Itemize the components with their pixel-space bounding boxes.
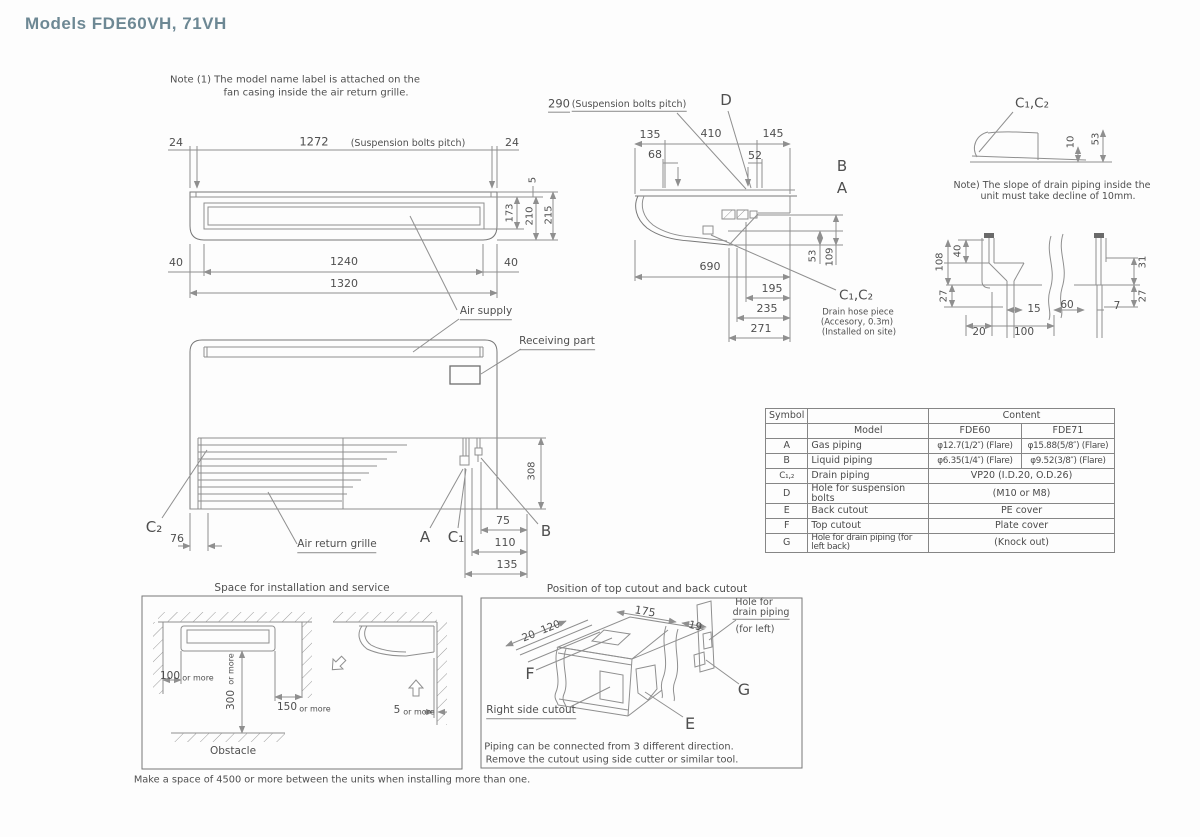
dim-5-suffix: or more [403, 707, 435, 717]
dim-40-bracket: 40 [952, 244, 964, 258]
dim-150-or-more: 150 [276, 701, 298, 714]
dim-210: 210 [524, 206, 536, 226]
label-B: B [836, 156, 848, 175]
table-row: E Back cutout PE cover [766, 504, 1115, 519]
dim-68: 68 [648, 147, 662, 161]
note-slope-1: Note) The slope of drain piping inside the [953, 179, 1151, 191]
dim-300-or-more: 300 [225, 689, 238, 711]
panel-install-title: Space for installation and service [214, 582, 390, 595]
label-right-side-cutout: Right side cutout [486, 705, 576, 719]
label-B-front: B [540, 521, 552, 540]
note-piping-direction: Piping can be connected from 3 different direction. [484, 741, 734, 753]
dim-173: 173 [504, 203, 516, 223]
dim-1272: 1272 [299, 134, 329, 149]
dim-271: 271 [750, 321, 772, 335]
dim-53-detail: 53 [1090, 132, 1102, 146]
dim-40-right: 40 [504, 255, 518, 269]
note-drain-hose-3: (Installed on site) [821, 327, 897, 338]
note-drain-hose-2: (Accesory, 0.3m) [820, 317, 894, 328]
dim-60: 60 [1060, 299, 1074, 312]
table-row: F Top cutout Plate cover [766, 519, 1115, 534]
table-row: B Liquid piping φ6.35(1/4″) (Flare) φ9.52(3/8″) (Flare) [766, 454, 1115, 469]
table-header-symbol: Symbol [766, 409, 808, 424]
dim-290: 290 [548, 96, 570, 111]
dim-308: 308 [526, 461, 538, 481]
dim-410: 410 [700, 126, 722, 140]
dim-24-left: 24 [169, 135, 183, 149]
dim-100-suffix: or more [182, 673, 214, 683]
label-obstacle: Obstacle [209, 745, 257, 758]
dim-1320: 1320 [330, 276, 358, 290]
table-header-fde71: FDE71 [1021, 424, 1114, 439]
dim-100: 100 [1013, 326, 1035, 339]
label-F: F [525, 664, 535, 684]
dim-31: 31 [1137, 255, 1149, 269]
dim-53: 53 [807, 249, 819, 263]
dim-24-right: 24 [505, 135, 519, 149]
table-row: D Hole for suspension bolts (M10 or M8) [766, 484, 1115, 504]
dim-109: 109 [824, 247, 836, 267]
dim-20-cutout: 20 [520, 628, 538, 645]
table-row: A Gas piping φ12.7(1/2″) (Flare) φ15.88(5/8″) (Flare) [766, 439, 1115, 454]
dim-690: 690 [699, 259, 721, 273]
dim-10: 10 [1065, 135, 1077, 149]
dim-7: 7 [1113, 300, 1121, 313]
dim-120: 120 [539, 617, 563, 637]
dim-110: 110 [494, 535, 516, 549]
dim-76: 76 [170, 531, 184, 545]
dim-135: 135 [639, 127, 661, 141]
label-hole-drain-1: Hole for [735, 596, 773, 608]
dim-1272-suffix: (Suspension bolts pitch) [350, 137, 466, 149]
label-C1C2: C₁,C₂ [839, 287, 873, 304]
label-hole-drain-2: drain piping [733, 608, 790, 620]
label-A-front: A [419, 527, 431, 546]
dim-1240: 1240 [330, 254, 358, 268]
front-top-view [168, 146, 558, 352]
label-receiving-part: Receiving part [519, 336, 595, 350]
label-A: A [836, 178, 848, 197]
table-header-model: Model [808, 424, 929, 439]
table-row [766, 409, 1115, 424]
dim-215: 215 [543, 205, 555, 225]
dim-40-left: 40 [169, 255, 183, 269]
label-E: E [684, 714, 696, 734]
dim-290-suffix: (Suspension bolts pitch) [572, 100, 687, 112]
dim-108: 108 [934, 252, 946, 272]
note-drain-hose-1: Drain hose piece [822, 307, 894, 318]
label-air-return-grille: Air return grille [297, 539, 376, 553]
note-model-label-2: fan casing inside the air return grille. [223, 87, 409, 99]
dim-5: 5 [527, 176, 539, 184]
caption-install-spacing: Make a space of 4500 or more between the units when installing more than one. [133, 774, 531, 786]
table-row: C₁,₂ Drain piping VP20 (I.D.20, O.D.26) [766, 469, 1115, 484]
dim-20-bracket: 20 [972, 326, 986, 339]
dim-300-suffix: or more [226, 653, 236, 685]
dim-5-or-more: 5 [393, 704, 401, 717]
table-row: G Hole for drain piping (for left back) (Knock out) [766, 534, 1115, 553]
dim-100-or-more: 100 [159, 670, 181, 683]
dim-145: 145 [762, 126, 784, 140]
table-header-content: Content [929, 409, 1115, 424]
label-air-supply: Air supply [460, 306, 512, 320]
note-remove-cutout: Remove the cutout using side cutter or similar tool. [485, 754, 739, 766]
label-C2: C₂ [145, 517, 163, 536]
dim-15: 15 [1027, 303, 1041, 316]
dim-175: 175 [633, 603, 657, 620]
label-hole-drain-3: (for left) [735, 623, 775, 635]
dim-52: 52 [748, 148, 762, 162]
panel-cutout-title: Position of top cutout and back cutout [546, 583, 748, 596]
dim-75: 75 [496, 513, 510, 527]
dim-135-front: 135 [496, 557, 518, 571]
label-C1-front: C₁ [447, 527, 465, 546]
label-G: G [737, 680, 751, 700]
dim-27-left: 27 [938, 289, 950, 303]
label-C1C2-detail: C₁,C₂ [1015, 95, 1049, 112]
page-title: Models FDE60VH, 71VH [25, 14, 227, 33]
dim-150-suffix: or more [299, 704, 331, 714]
dim-235: 235 [756, 301, 778, 315]
table-row [766, 424, 1115, 439]
dim-27-right: 27 [1137, 289, 1149, 303]
label-D: D [720, 90, 732, 109]
dim-19: 19 [687, 618, 704, 634]
table-header-fde60: FDE60 [929, 424, 1022, 439]
side-view [635, 111, 843, 342]
note-slope-2: unit must take decline of 10mm. [980, 190, 1136, 202]
symbol-table [765, 408, 1115, 553]
note-model-label-1: Note (1) The model name label is attached on the [169, 74, 421, 86]
dim-195: 195 [761, 281, 783, 295]
bracket-detail [944, 233, 1140, 338]
